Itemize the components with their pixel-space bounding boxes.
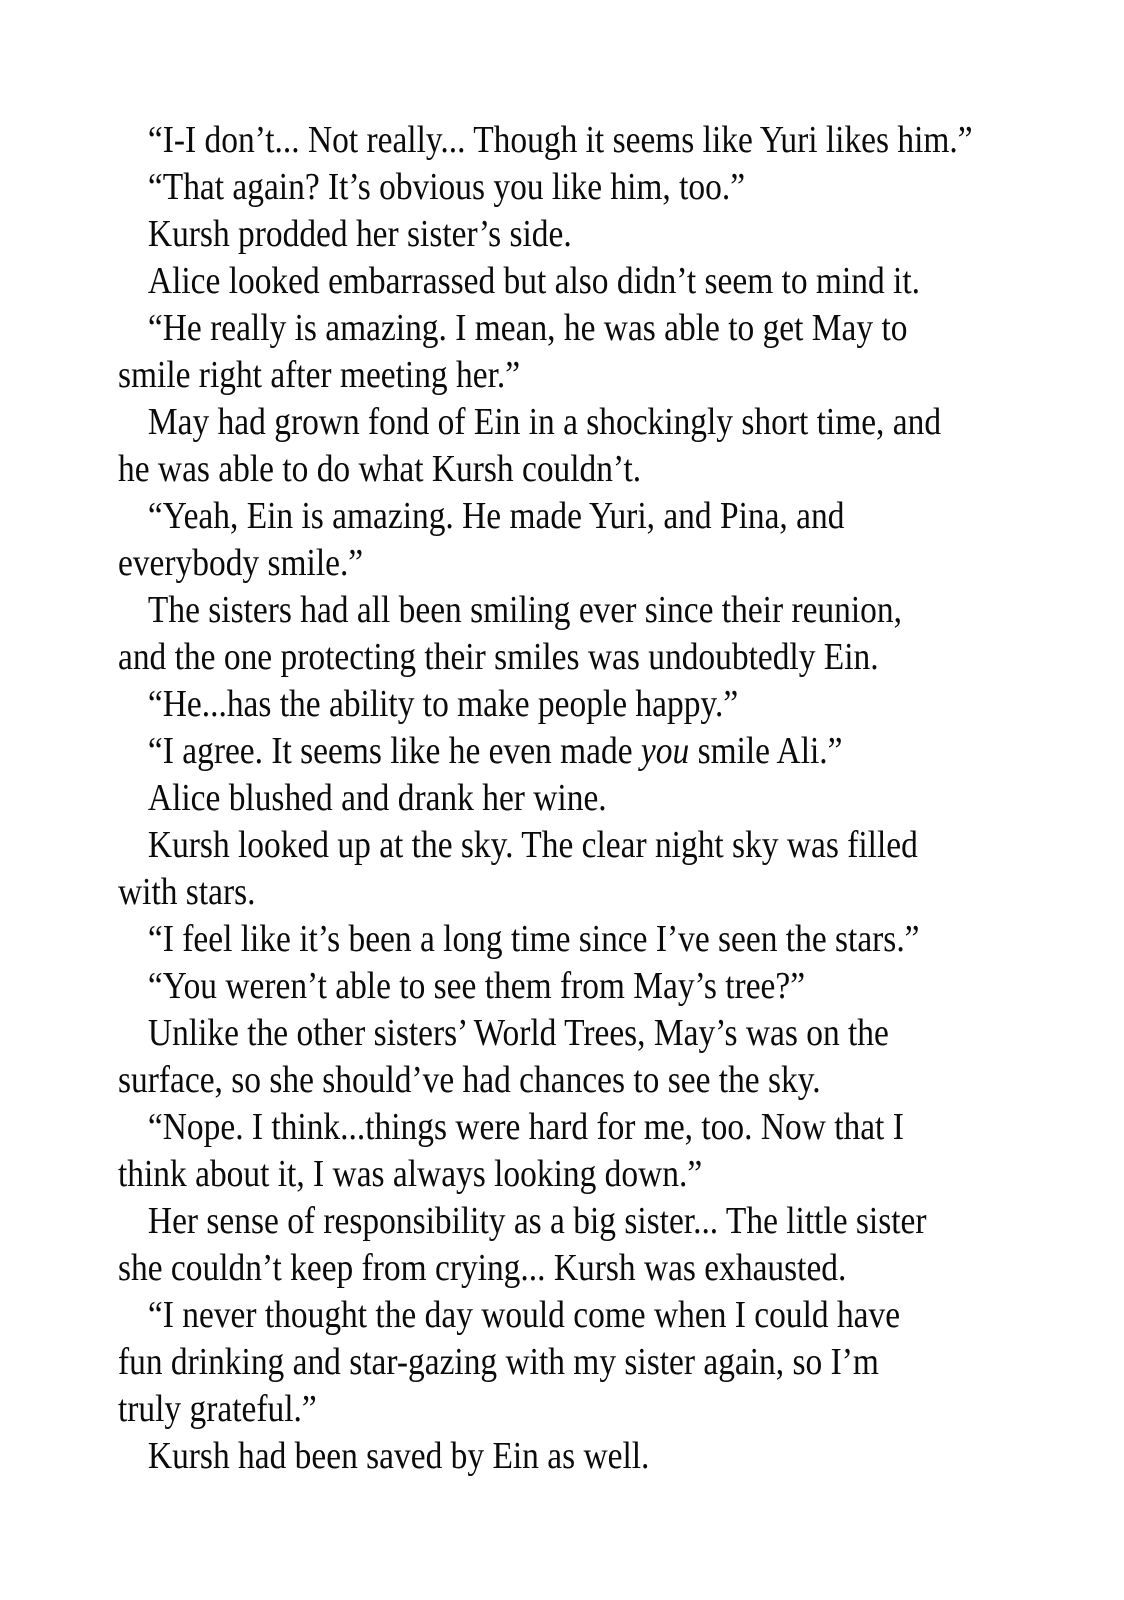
- text-run: “I feel like it’s been a long time since I’ve seen the stars.”: [147, 918, 920, 960]
- text-run: May had grown fond of Ein in a shockingly short time, and: [147, 401, 942, 443]
- text-line: [118, 446, 906, 493]
- text-line: [118, 634, 906, 681]
- text-line: [118, 1010, 906, 1057]
- text-line: [118, 540, 906, 587]
- text-line: [118, 822, 918, 869]
- text-run: Kursh had been saved by Ein as well.: [147, 1435, 650, 1477]
- text-line: [118, 493, 906, 540]
- text-line: [118, 1057, 906, 1104]
- paragraph: [118, 1433, 1014, 1480]
- text-run: he was able to do what Kursh couldn’t.: [118, 448, 642, 490]
- paragraph: [118, 493, 1014, 587]
- text-run: Alice blushed and drank her wine.: [147, 777, 607, 819]
- paragraph: [118, 258, 1014, 305]
- text-line: [118, 117, 973, 164]
- text-line: [118, 258, 920, 305]
- paragraph: [118, 1104, 1014, 1198]
- text-run: Alice looked embarrassed but also didn’t seem to mind it.: [147, 260, 920, 302]
- text-line: [118, 775, 906, 822]
- text-run: Kursh prodded her sister’s side.: [147, 213, 572, 255]
- text-run: Unlike the other sisters’ World Trees, May’s was on the: [147, 1012, 889, 1054]
- paragraph: [118, 681, 1014, 728]
- text-run: Her sense of responsibility as a big sister... The little sister: [147, 1200, 927, 1242]
- paragraph: [118, 728, 1014, 775]
- text-column: [118, 117, 1014, 1480]
- text-line: [118, 1151, 906, 1198]
- text-run: “That again? It’s obvious you like him, too.”: [147, 166, 746, 208]
- text-line: [118, 1433, 906, 1480]
- text-line: [118, 211, 906, 258]
- text-line: [118, 305, 906, 352]
- text-run: surface, so she should’ve had chances to see the sky.: [118, 1059, 821, 1101]
- text-line: [118, 728, 906, 775]
- paragraph: [118, 1292, 1014, 1433]
- text-line: [118, 587, 906, 634]
- text-line: [118, 352, 906, 399]
- text-line: [118, 1386, 906, 1433]
- paragraph: [118, 305, 1014, 399]
- text-line: [118, 1339, 906, 1386]
- italic-text-run: you: [640, 730, 690, 772]
- paragraph: [118, 775, 1014, 822]
- text-line: [118, 681, 906, 728]
- text-run: smile Ali.”: [689, 730, 843, 772]
- paragraph: [118, 916, 1014, 963]
- text-run: fun drinking and star-gazing with my sister again, so I’m: [118, 1341, 879, 1383]
- text-line: [118, 1198, 927, 1245]
- text-line: [118, 1104, 906, 1151]
- text-line: [118, 1245, 906, 1292]
- text-run: she couldn’t keep from crying... Kursh was exhausted.: [118, 1247, 847, 1289]
- text-run: with stars.: [118, 871, 256, 913]
- text-run: “I agree. It seems like he even made: [147, 730, 641, 772]
- text-run: think about it, I was always looking down.”: [118, 1153, 703, 1195]
- text-run: everybody smile.”: [118, 542, 364, 584]
- text-line: [118, 916, 920, 963]
- text-line: [118, 963, 906, 1010]
- text-run: “You weren’t able to see them from May’s tree?”: [147, 965, 806, 1007]
- paragraph: [118, 963, 1014, 1010]
- text-line: [118, 164, 906, 211]
- text-run: Kursh looked up at the sky. The clear night sky was filled: [147, 824, 918, 866]
- paragraph: [118, 399, 1014, 493]
- text-run: “He...has the ability to make people happy.”: [147, 683, 739, 725]
- text-line: [118, 399, 942, 446]
- text-run: “He really is amazing. I mean, he was able to get May to: [147, 307, 908, 349]
- paragraph: [118, 1010, 1014, 1104]
- text-run: truly grateful.”: [118, 1388, 317, 1430]
- text-run: and the one protecting their smiles was undoubtedly Ein.: [118, 636, 879, 678]
- paragraph: [118, 211, 1014, 258]
- paragraph: [118, 117, 1014, 164]
- text-line: [118, 869, 906, 916]
- text-run: The sisters had all been smiling ever since their reunion,: [147, 589, 902, 631]
- paragraph: [118, 164, 1014, 211]
- text-run: “Nope. I think...things were hard for me, too. Now that I: [147, 1106, 904, 1148]
- paragraph: [118, 587, 1014, 681]
- text-run: “I never thought the day would come when I could have: [147, 1294, 901, 1336]
- text-run: smile right after meeting her.”: [118, 354, 521, 396]
- text-run: “I-I don’t... Not really... Though it seems like Yuri likes him.”: [147, 119, 973, 161]
- paragraph: [118, 822, 1014, 916]
- text-line: [118, 1292, 906, 1339]
- paragraph: [118, 1198, 1014, 1292]
- text-run: “Yeah, Ein is amazing. He made Yuri, and Pina, and: [147, 495, 845, 537]
